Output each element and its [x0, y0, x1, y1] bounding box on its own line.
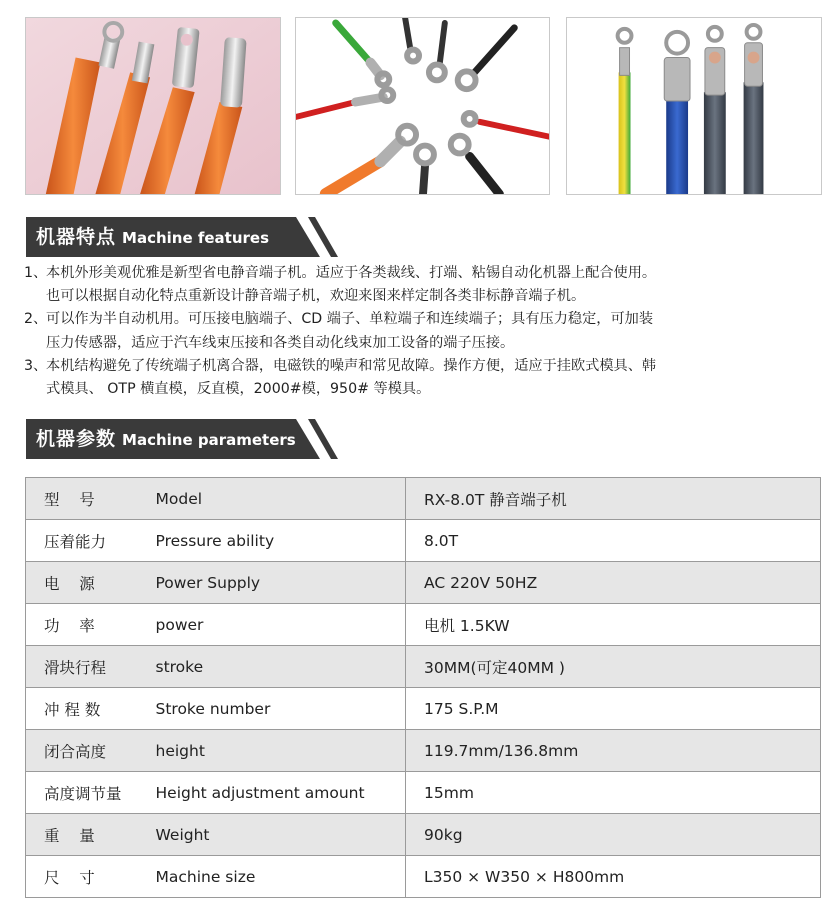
param-label-en: stroke: [146, 646, 406, 688]
param-label-zh: 型 号: [26, 478, 146, 520]
feature-line: 本机外形美观优雅是新型省电静音端子机。适应于各类裁线、打端、粘锡自动化机器上配合使用。: [46, 265, 657, 281]
param-label-en: Stroke number: [146, 688, 406, 730]
feature-number: 1、: [24, 265, 48, 281]
feature-line: 式模具、 OTP 横直模，反直模，2000#模，950# 等模具。: [46, 381, 431, 398]
feature-item: [24, 355, 824, 401]
table-row: [26, 688, 821, 730]
param-label-en: Machine size: [146, 856, 406, 898]
param-label-en: Weight: [146, 814, 406, 856]
param-label-zh: 功 率: [26, 604, 146, 646]
photo-radial-cables: [295, 17, 550, 195]
params-section-header: [26, 419, 338, 459]
feature-item: [24, 262, 824, 308]
param-label-en: Pressure ability: [146, 520, 406, 562]
param-label-zh: 冲 程 数: [26, 688, 146, 730]
param-value: RX-8.0T 静音端子机: [406, 478, 821, 520]
params-title-zh: 机器参数: [36, 428, 117, 450]
param-value: AC 220V 50HZ: [406, 562, 821, 604]
param-value: 8.0T: [406, 520, 821, 562]
table-row: [26, 604, 821, 646]
radial-cables-illustration: [296, 18, 549, 194]
param-value: 90kg: [406, 814, 821, 856]
feature-line: 也可以根据自动化特点重新设计静音端子机，欢迎来图来样定制各类非标静音端子机。: [46, 288, 586, 305]
table-row: [26, 646, 821, 688]
param-label-en: Height adjustment amount: [146, 772, 406, 814]
table-row: [26, 730, 821, 772]
photo-orange-cables: [25, 17, 281, 195]
features-section-header: [26, 217, 338, 257]
table-row: [26, 772, 821, 814]
param-label-en: Power Supply: [146, 562, 406, 604]
table-row: [26, 520, 821, 562]
params-title-en: Machine parameters: [122, 431, 296, 449]
param-label-zh: 压着能力: [26, 520, 146, 562]
param-value: 15mm: [406, 772, 821, 814]
feature-line: 本机结构避免了传统端子机离合器，电磁铁的噪声和常见故障。操作方便，适应于挂欧式模具、韩: [46, 357, 657, 374]
param-label-zh: 闭合高度: [26, 730, 146, 772]
param-label-en: power: [146, 604, 406, 646]
param-label-zh: 电 源: [26, 562, 146, 604]
feature-line: 压力传感器，适应于汽车线束压接和各类自动化线束加工设备的端子压接。: [46, 334, 515, 351]
params-title: [36, 419, 296, 459]
param-label-en: Model: [146, 478, 406, 520]
orange-cables-illustration: [26, 18, 280, 194]
features-title: [36, 217, 269, 257]
feature-item: [24, 308, 824, 354]
features-title-en: Machine features: [122, 229, 270, 247]
param-label-zh: 尺 寸: [26, 856, 146, 898]
param-label-en: height: [146, 730, 406, 772]
table-row: [26, 856, 821, 898]
feature-number: 2、: [24, 311, 48, 328]
table-row: [26, 562, 821, 604]
param-value: 电机 1.5KW: [406, 604, 821, 646]
params-table: [25, 477, 821, 898]
feature-line: 可以作为半自动机用。可压接电脑端子、CD 端子、单粒端子和连续端子；具有压力稳定，可加装: [46, 311, 654, 328]
features-list: [24, 262, 824, 401]
param-label-zh: 高度调节量: [26, 772, 146, 814]
features-title-zh: 机器特点: [36, 226, 117, 248]
param-label-zh: 滑块行程: [26, 646, 146, 688]
feature-number: 3、: [24, 357, 48, 374]
param-value: 30MM(可定40MM ): [406, 646, 821, 688]
table-row: [26, 478, 821, 520]
param-label-zh: 重 量: [26, 814, 146, 856]
param-value: L350 × W350 × H800mm: [406, 856, 821, 898]
param-value: 175 S.P.M: [406, 688, 821, 730]
ground-cables-illustration: [567, 18, 821, 194]
photo-ground-cables: [566, 17, 822, 195]
param-value: 119.7mm/136.8mm: [406, 730, 821, 772]
table-row: [26, 814, 821, 856]
